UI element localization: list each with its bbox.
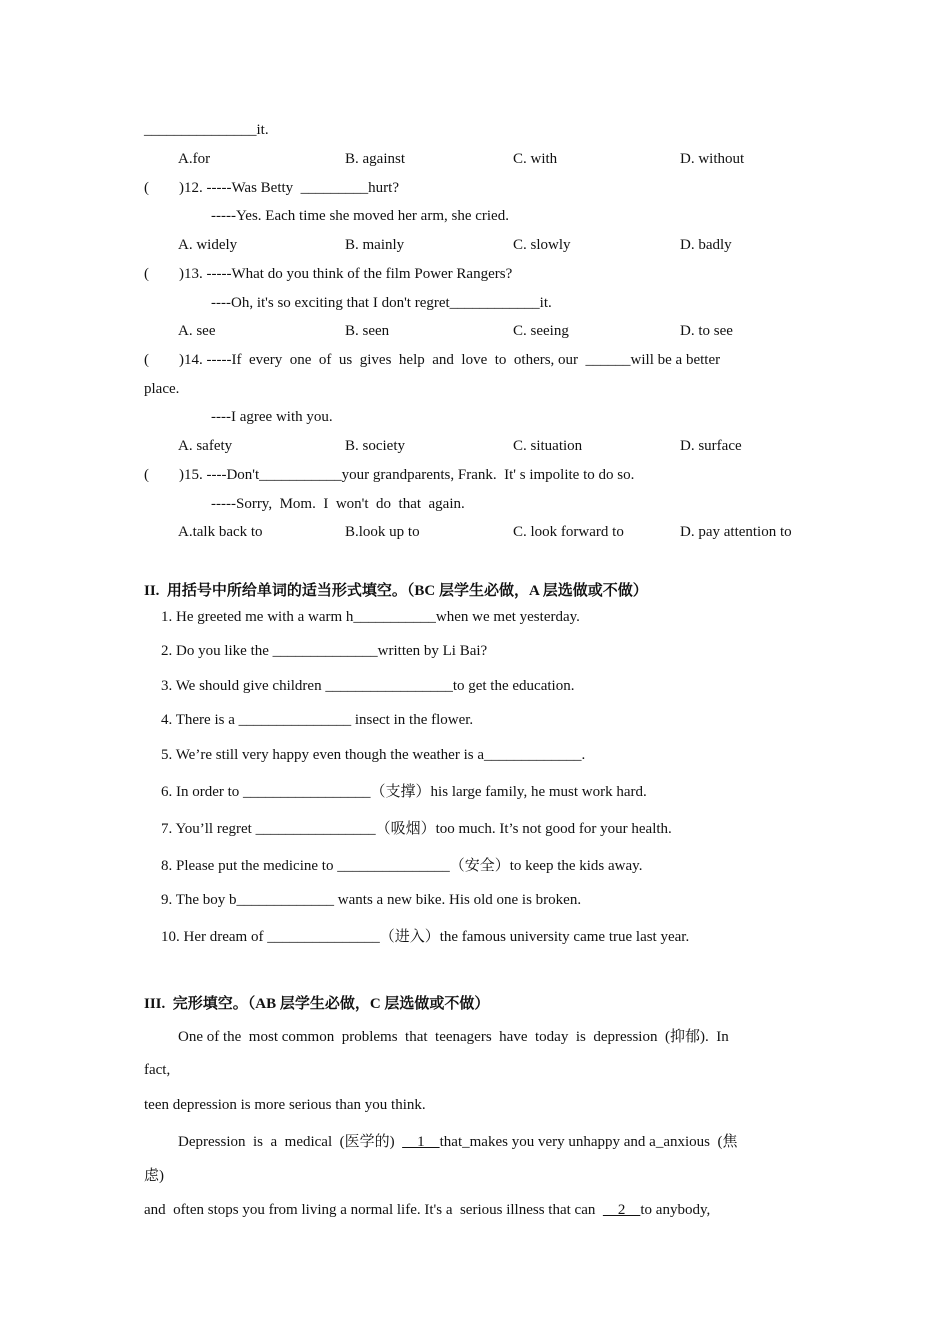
q14-option-b: B. society: [345, 438, 405, 454]
cloze-paragraph-1-line-3: teen depression is more serious than you think.: [144, 1097, 426, 1113]
q13-option-b: B. seen: [345, 323, 390, 339]
section-2-item-6: 6. In order to _________________（支撑）his large family, he must work hard.: [161, 784, 647, 800]
cloze-blank-1: 1: [402, 1134, 440, 1150]
q13-reply: ----Oh, it's so exciting that I don't regret____________it.: [211, 295, 552, 311]
q15-option-a: A.talk back to: [178, 524, 263, 540]
q12-option-a: A. widely: [178, 237, 238, 253]
q11-option-c: C. with: [513, 151, 558, 167]
section-2-item-5: 5. We’re still very happy even though the weather is a_____________.: [161, 747, 586, 763]
q13-option-a: A. see: [178, 323, 216, 339]
q11-option-a: A.for: [178, 151, 211, 167]
cloze-text: to anybody,: [640, 1202, 711, 1218]
q14-option-d: D. surface: [680, 438, 742, 454]
q14-option-c: C. situation: [513, 438, 583, 454]
q11-option-b: B. against: [345, 151, 405, 167]
cloze-paragraph-2-line-1: [178, 1133, 737, 1151]
q14-option-a: A. safety: [178, 438, 233, 454]
section-3-heading: III. 完形填空。（AB 层学生必做，C 层选做或不做）: [144, 996, 490, 1012]
q12-option-c: C. slowly: [513, 237, 571, 253]
section-2-item-8: 8. Please put the medicine to _______________（安全）to keep the kids away.: [161, 858, 643, 874]
q14-question: ( )14. -----If every one of us gives help and love to others, our ______will be a better: [144, 352, 721, 368]
q15-option-b: B.look up to: [345, 524, 420, 540]
q15-question: ( )15. ----Don't___________your grandparents, Frank. It' s impolite to do so.: [144, 467, 635, 483]
q12-reply: -----Yes. Each time she moved her arm, she cried.: [211, 208, 509, 224]
q15-option-c: C. look forward to: [513, 524, 624, 540]
q12-question: ( )12. -----Was Betty _________hurt?: [144, 180, 399, 196]
q14-reply: ----I agree with you.: [211, 409, 333, 425]
cloze-text: and often stops you from living a normal life. It's a serious illness that can: [144, 1202, 603, 1218]
q12-option-d: D. badly: [680, 237, 732, 253]
section-2-heading: II. 用括号中所给单词的适当形式填空。（BC 层学生必做，A 层选做或不做）: [144, 583, 648, 599]
q15-option-d: D. pay attention to: [680, 524, 792, 540]
cloze-text: Depression is a medical (医学的): [178, 1134, 403, 1150]
q11-option-d: D. without: [680, 151, 745, 167]
q15-reply: -----Sorry, Mom. I won't do that again.: [211, 496, 465, 512]
cloze-paragraph-2-line-3: [144, 1201, 710, 1219]
section-2-item-2: 2. Do you like the ______________written by Li Bai?: [161, 643, 488, 659]
section-2-item-9: 9. The boy b_____________ wants a new bike. His old one is broken.: [161, 892, 582, 908]
cloze-text: that_makes you very unhappy and a_anxious (焦: [439, 1134, 738, 1150]
section-2-item-4: 4. There is a _______________ insect in the flower.: [161, 712, 474, 728]
cloze-paragraph-2-line-2: 虑): [144, 1168, 164, 1184]
cloze-paragraph-1-line-1: One of the most common problems that teenagers have today is depression (抑郁). In: [178, 1029, 729, 1045]
q11-continuation: _______________it.: [144, 122, 269, 138]
q12-option-b: B. mainly: [345, 237, 405, 253]
cloze-paragraph-1-line-2: fact,: [144, 1062, 171, 1078]
section-2-item-3: 3. We should give children _________________to get the education.: [161, 678, 575, 694]
q13-option-c: C. seeing: [513, 323, 569, 339]
q13-question: ( )13. -----What do you think of the film Power Rangers?: [144, 266, 513, 282]
q13-option-d: D. to see: [680, 323, 733, 339]
section-2-item-10: 10. Her dream of _______________（进入）the famous university came true last year.: [161, 929, 690, 945]
section-2-item-1: 1. He greeted me with a warm h___________when we met yesterday.: [161, 609, 580, 625]
section-2-item-7: 7. You’ll regret ________________（吸烟）too much. It’s not good for your health.: [161, 821, 672, 837]
cloze-blank-2: 2: [602, 1202, 641, 1218]
q14-continuation: place.: [144, 381, 180, 397]
